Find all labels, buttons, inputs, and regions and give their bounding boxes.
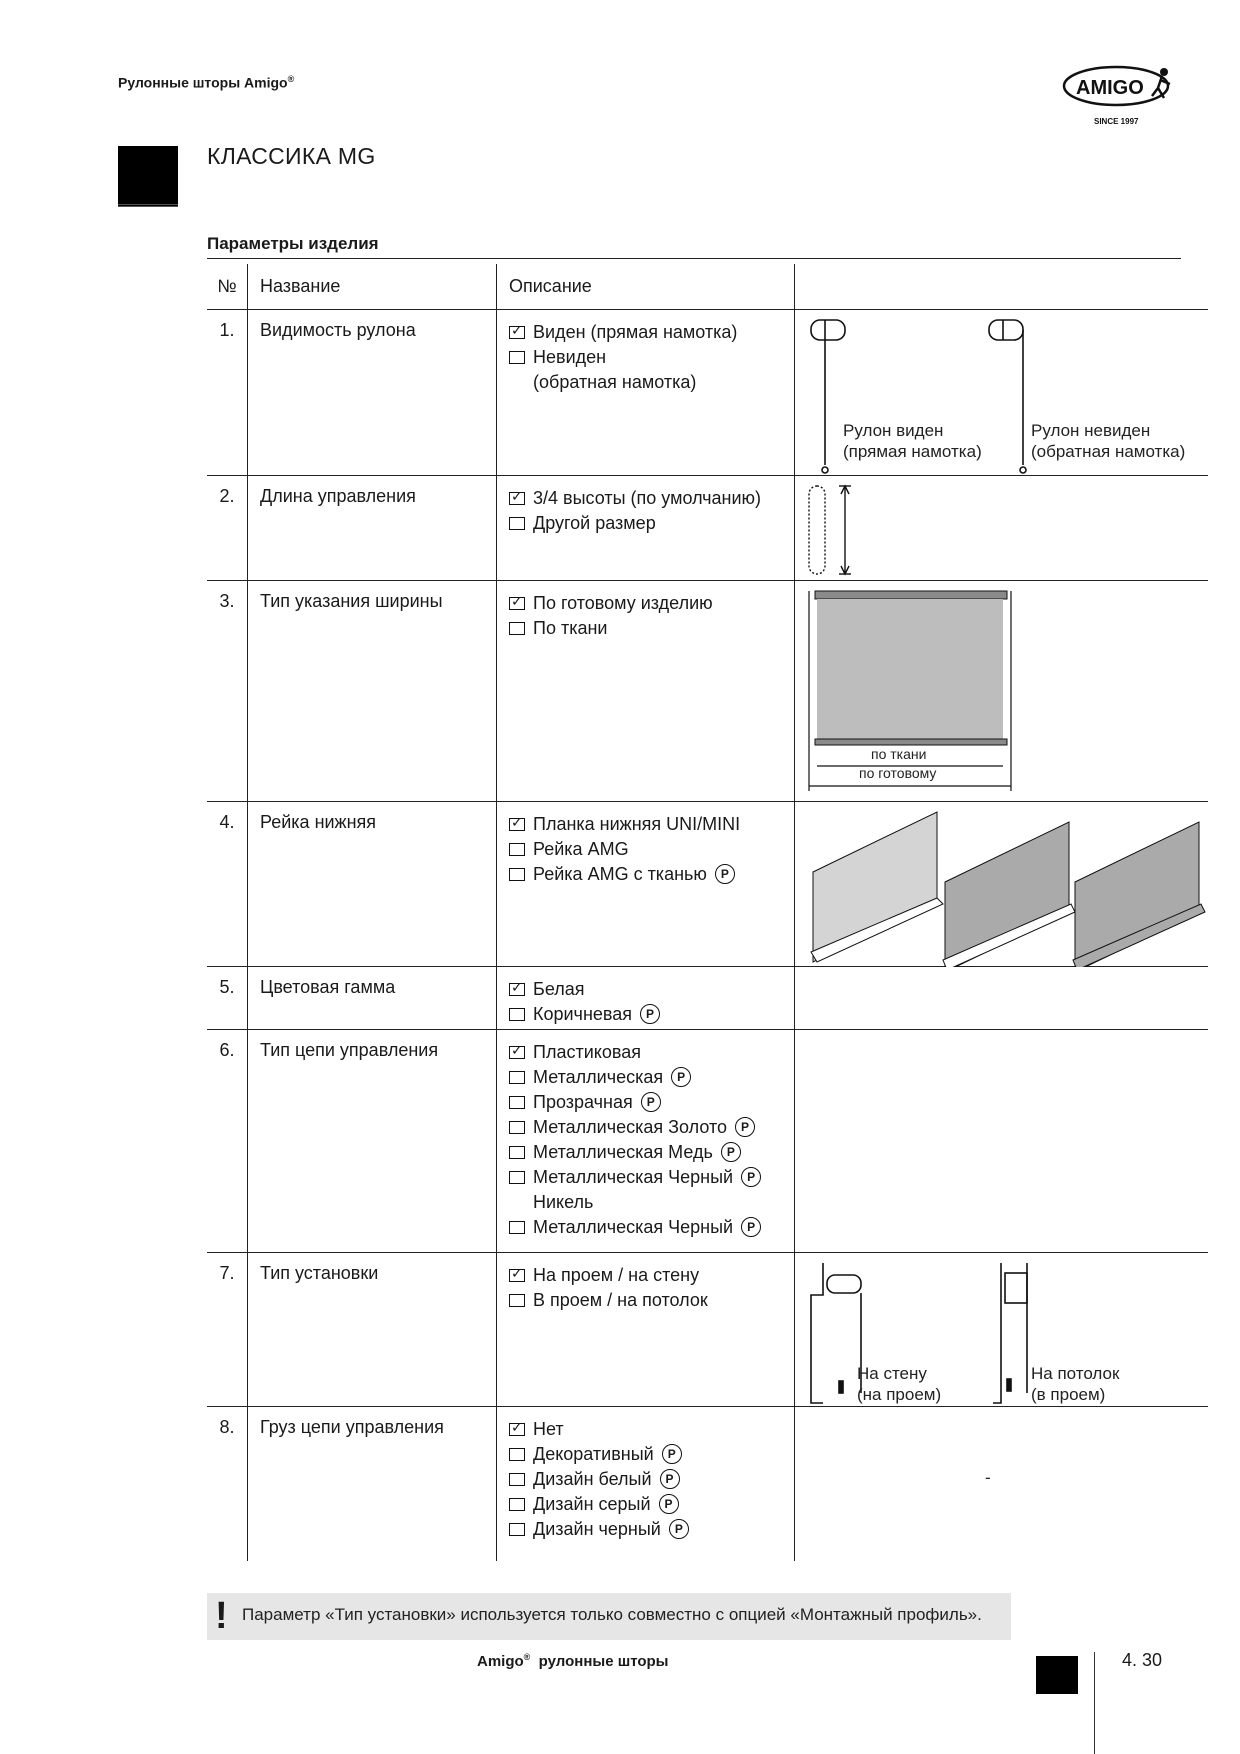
checkbox-icon[interactable] — [509, 1473, 525, 1486]
paid-option-icon: P — [741, 1217, 761, 1237]
page-number: 4. 30 — [1122, 1650, 1163, 1670]
checkbox-icon[interactable] — [509, 1498, 525, 1511]
table-row — [207, 802, 1208, 967]
row-number: 7. — [207, 1253, 248, 1407]
table-row — [207, 310, 1208, 476]
param-options — [497, 967, 795, 1030]
checkbox-checked-icon[interactable] — [509, 983, 525, 996]
paid-option-icon: P — [659, 1494, 679, 1514]
param-name: Тип указания ширины — [248, 581, 497, 802]
chain-length-illustration — [795, 476, 1208, 581]
param-name: Видимость рулона — [248, 310, 497, 476]
param-name: Тип установки — [248, 1253, 497, 1407]
ceiling-mount-figure — [993, 1263, 1027, 1403]
footer-brand: Amigo® рулонные шторы — [477, 1652, 669, 1670]
option-item[interactable] — [509, 591, 794, 616]
section-title: Параметры изделия — [207, 234, 379, 253]
row-number: 6. — [207, 1030, 248, 1253]
option-item[interactable] — [509, 1140, 794, 1165]
option-item[interactable] — [509, 345, 794, 395]
checkbox-checked-icon[interactable] — [509, 597, 525, 610]
checkbox-icon[interactable] — [509, 1146, 525, 1159]
rail-uni-figure — [811, 812, 943, 962]
param-options — [497, 1030, 795, 1253]
header-desc: Описание — [497, 264, 795, 310]
checkbox-checked-icon[interactable] — [509, 818, 525, 831]
option-item[interactable] — [509, 837, 794, 862]
option-label: Рейка AMG с тканью — [533, 864, 707, 884]
paid-option-icon: P — [721, 1142, 741, 1162]
option-item[interactable] — [509, 1288, 794, 1313]
option-item[interactable] — [509, 1090, 794, 1115]
amigo-logo — [1060, 58, 1184, 130]
checkbox-icon[interactable] — [509, 1294, 525, 1307]
checkbox-icon[interactable] — [509, 517, 525, 530]
checkbox-icon[interactable] — [509, 351, 525, 364]
logo-text: AMIGO — [1076, 77, 1144, 99]
table-row — [207, 1030, 1208, 1253]
footer-marker-square — [1036, 1656, 1078, 1694]
checkbox-icon[interactable] — [509, 843, 525, 856]
param-illustration — [795, 476, 1209, 581]
illustration-caption: Рулон невиден (обратная намотка) — [1031, 421, 1186, 461]
checkbox-checked-icon[interactable] — [509, 1423, 525, 1436]
checkbox-checked-icon[interactable] — [509, 326, 525, 339]
param-illustration — [795, 1030, 1209, 1253]
option-label: Прозрачная — [533, 1092, 633, 1112]
option-label: Металлическая Черный Никель — [533, 1167, 734, 1212]
row-number: 1. — [207, 310, 248, 476]
option-label: Дизайн черный — [533, 1519, 661, 1539]
param-name: Длина управления — [248, 476, 497, 581]
paid-option-icon: P — [741, 1167, 761, 1187]
option-label: В проем / на потолок — [533, 1290, 708, 1310]
rail-amg-fabric-figure — [1073, 822, 1205, 967]
checkbox-icon[interactable] — [509, 1121, 525, 1134]
checkbox-icon[interactable] — [509, 1071, 525, 1084]
paid-option-icon: P — [641, 1092, 661, 1112]
footer-divider — [1094, 1652, 1095, 1754]
option-label: На проем / на стену — [533, 1265, 700, 1285]
illustration-caption: по готовому — [859, 765, 937, 781]
paid-option-icon: P — [669, 1519, 689, 1539]
section-marker-square — [118, 146, 178, 207]
param-options — [497, 476, 795, 581]
checkbox-icon[interactable] — [509, 1171, 525, 1184]
param-name: Цветовая гамма — [248, 967, 497, 1030]
roll-visible-figure — [811, 320, 845, 473]
checkbox-icon[interactable] — [509, 1221, 525, 1234]
checkbox-checked-icon[interactable] — [509, 1269, 525, 1282]
table-header-row — [207, 264, 1208, 310]
parameters-table — [207, 264, 1208, 1561]
option-item[interactable] — [509, 1115, 794, 1140]
illustration-caption: На потолок (в проем) — [1031, 1364, 1120, 1404]
paid-option-icon: P — [671, 1067, 691, 1087]
option-item[interactable] — [509, 616, 794, 641]
option-item[interactable] — [509, 1517, 794, 1542]
param-name: Груз цепи управления — [248, 1407, 497, 1561]
option-label: Белая — [533, 979, 585, 999]
option-label: Декоративный — [533, 1444, 654, 1464]
option-label: Планка нижняя UNI/MINI — [533, 814, 741, 834]
option-item[interactable] — [509, 511, 794, 536]
header-num: № — [207, 264, 248, 310]
option-item[interactable] — [509, 1442, 794, 1467]
option-label: Коричневая — [533, 1004, 633, 1024]
param-illustration — [795, 802, 1209, 967]
option-item[interactable] — [509, 320, 794, 345]
option-item[interactable] — [509, 862, 794, 887]
option-item[interactable] — [509, 812, 794, 837]
param-options — [497, 1407, 795, 1561]
param-name: Рейка нижняя — [248, 802, 497, 967]
page-title: КЛАССИКА MG — [207, 143, 376, 169]
param-illustration — [795, 1253, 1209, 1407]
param-illustration — [795, 310, 1209, 476]
option-label: Нет — [533, 1419, 564, 1439]
checkbox-checked-icon[interactable] — [509, 492, 525, 505]
header-name: Название — [248, 264, 497, 310]
header-brand-title: Рулонные шторы Amigo® — [118, 74, 295, 91]
paid-option-icon: P — [640, 1004, 660, 1024]
option-label: Металлическая — [533, 1067, 664, 1087]
option-item[interactable] — [509, 1002, 794, 1027]
option-item[interactable] — [509, 1417, 794, 1442]
table-row — [207, 1253, 1208, 1407]
checkbox-icon[interactable] — [509, 1448, 525, 1461]
option-label: Рейка AMG — [533, 839, 629, 859]
option-label: 3/4 высоты (по умолчанию) — [533, 488, 762, 508]
option-item[interactable] — [509, 1263, 794, 1288]
paid-option-icon: P — [660, 1469, 680, 1489]
table-row — [207, 476, 1208, 581]
param-illustration — [795, 1407, 1209, 1561]
param-name: Тип цепи управления — [248, 1030, 497, 1253]
row-number: 2. — [207, 476, 248, 581]
param-options — [497, 1253, 795, 1407]
param-illustration — [795, 581, 1209, 802]
bottom-rail-illustration — [795, 802, 1208, 967]
row-number: 4. — [207, 802, 248, 967]
paid-option-icon: P — [715, 864, 735, 884]
option-label: Металлическая Медь — [533, 1142, 713, 1162]
option-label: Металлическая Золото — [533, 1117, 728, 1137]
option-item[interactable] — [509, 486, 794, 511]
option-label: Пластиковая — [533, 1042, 641, 1062]
param-options — [497, 802, 795, 967]
option-label: Дизайн серый — [533, 1494, 651, 1514]
note-text: Параметр «Тип установки» используется только совместно с опцией «Монтажный профиль». — [242, 1605, 982, 1624]
rail-amg-figure — [943, 822, 1075, 967]
checkbox-icon[interactable] — [509, 1096, 525, 1109]
checkbox-icon[interactable] — [509, 1008, 525, 1021]
checkbox-checked-icon[interactable] — [509, 1046, 525, 1059]
illustration-caption: На стену (на проем) — [857, 1364, 942, 1404]
wall-mount-figure — [811, 1263, 861, 1403]
option-label: Другой размер — [533, 513, 656, 533]
table-row — [207, 1407, 1208, 1561]
checkbox-icon[interactable] — [509, 868, 525, 881]
row-number: 3. — [207, 581, 248, 802]
checkbox-icon[interactable] — [509, 622, 525, 635]
param-options — [497, 310, 795, 476]
header-illustration — [795, 264, 1209, 310]
logo-since: SINCE 1997 — [1094, 117, 1139, 126]
option-label: По готовому изделию — [533, 593, 713, 613]
option-label: По ткани — [533, 618, 608, 638]
table-row — [207, 581, 1208, 802]
illustration-caption: - — [985, 1468, 991, 1487]
illustration-caption: Рулон виден (прямая намотка) — [843, 421, 982, 461]
option-item[interactable] — [509, 1215, 794, 1240]
option-item[interactable] — [509, 1040, 794, 1065]
option-item[interactable] — [509, 1492, 794, 1517]
option-label: Виден (прямая намотка) — [533, 322, 738, 342]
row-number: 8. — [207, 1407, 248, 1561]
paid-option-icon: P — [735, 1117, 755, 1137]
warning-icon: ! — [215, 1595, 228, 1637]
width-type-illustration — [795, 581, 1208, 802]
illustration-caption: по ткани — [871, 746, 927, 762]
option-label: Невиден (обратная намотка) — [533, 347, 697, 392]
paid-option-icon: P — [662, 1444, 682, 1464]
option-item[interactable] — [509, 1165, 794, 1215]
option-label: Металлическая Черный — [533, 1217, 734, 1237]
param-illustration — [795, 967, 1209, 1030]
option-item[interactable] — [509, 1467, 794, 1492]
roll-hidden-figure — [989, 320, 1026, 473]
param-options — [497, 581, 795, 802]
option-item[interactable] — [509, 1065, 794, 1090]
option-item[interactable] — [509, 977, 794, 1002]
section-rule — [207, 258, 1181, 259]
checkbox-icon[interactable] — [509, 1523, 525, 1536]
option-label: Дизайн белый — [533, 1469, 652, 1489]
table-row — [207, 967, 1208, 1030]
row-number: 5. — [207, 967, 248, 1030]
